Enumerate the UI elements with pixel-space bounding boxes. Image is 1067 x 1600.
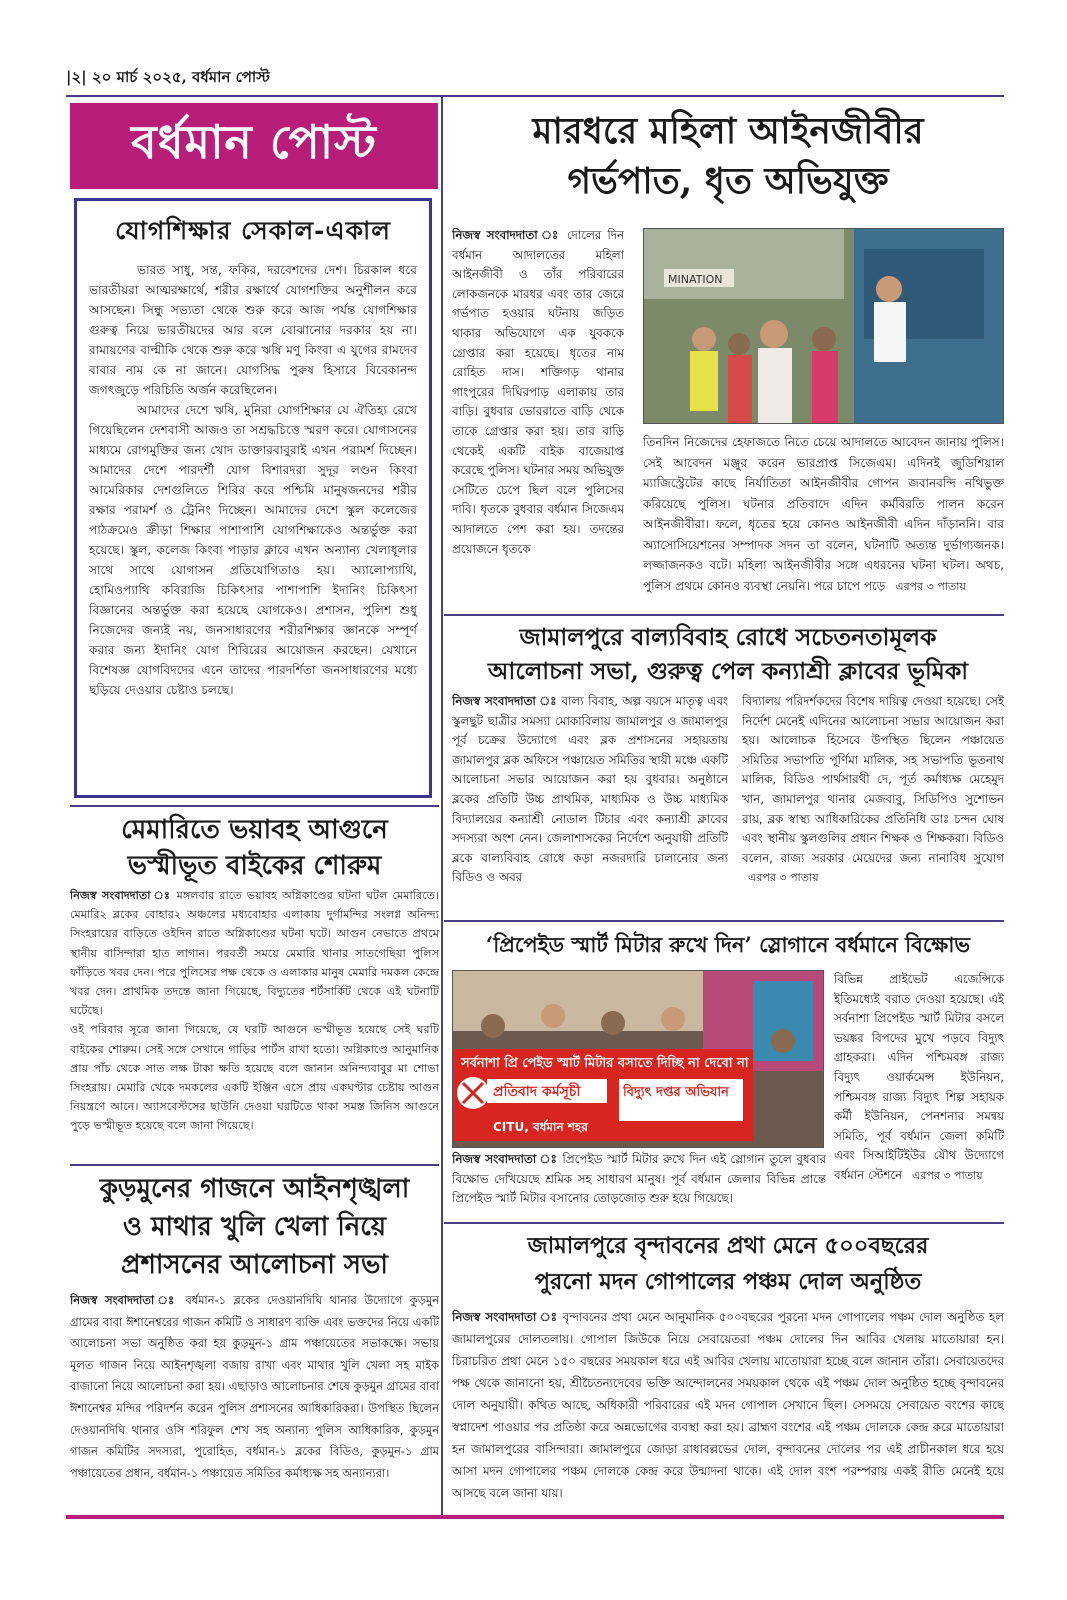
dol-text: বৃন্দাবনের প্রথা মেনে আনুমানিক ৫০০বছরের পুরনো মদন গোপালের পঞ্চম দোল অনুষ্ঠিত হল জামালপুরের দোলতলায়। গোপাল জিউকে নিয়ে সেবায়েতরা পঞ্চম দোলের দিন আবির খেলায় মাতোয়ারা হন। চিরাচরিত প্রথা মেনে ১৫০ বছরের সময়কাল ধরে এই আবির খেলায় মাতোয়ারা হচ্ছে বলে জানান তাঁরা। সেবায়েতদের পক্ষ থেকে জানানো হয়, শ্রীচৈতন্যদেবের ভক্তি আন্দোলনের সময়কাল থেকে এই পঞ্চম দোল অনুষ্ঠিত হচ্ছে বৃন্দাবনের দোল অনুযায়ী। কথিত আছে, অধিকারী পরিবারের এই মদন গোপাল সেখানে ছিল। সেসময়ে সেবায়েত বংশের কাছে স্বপ্নাদেশ পাওয়ার পর প্রতিষ্ঠা করে অন্নভোগের ব্যবস্থা করা হয়। ব্রাহ্মণ বংশের এই পঞ্চম দোলকে কেন্দ্র করে মাতোয়ারা হন জামালপুরের বাসিন্দারা। জামালপুরে জোড়া রাধাবল্লভের দোল, বৃন্দাবনের দোলের পর এই প্রাচীনকাল ধরে হয়ে আসা মদন গোপালের পঞ্চম দোলকে কেন্দ্র করে উন্মাদনা থাকে। এই দোল বংশ পরম্পরায় একই রীতি মেনেই হয়ে আসছে বলে জানা যায়। [452,1310,1004,1500]
kurmun-headline [70,1170,439,1288]
lead-caption-continuation [643,432,1004,610]
banner-department: বিদ্যুৎ দপ্তর অভিযান [623,1085,729,1100]
kurmun-headline-line3: প্রশাসনের আলোচনা সভা [121,1250,388,1280]
memari-paragraph-2: ওই পরিবার সূত্রে জানা গিয়েছে, যে ঘরটি আগুনে ভস্মীভূত হয়েছে সেই ঘরটি বাইকের শোরুম। সেই সঙ্গে সেখানে গাড়ির পার্টস রাখা হতো। অগ্নিকাণ্ডে আনুমানিক প্রায় পাঁচ থেকে সাত লক্ষ টাকা ক্ষতি হয়েছে বলে জানান অনিন্দ্যবাবুর মা শোভা সিংহরায়। মেমারি থেকে দমকলের একটি ইঞ্জিন এসে প্রায় একঘণ্টার চেষ্টায় আগুন নিয়ন্ত্রণে আনে। অ্যাসবেস্টসের ছাউনি দেওয়া ঘরটিতে থাকা সমস্ত জিনিস আগুনে পুড়ে ভস্মীভূত হয়েছে বলে জানা গিয়েছে। [70,1023,439,1133]
divider-memari-kurmun [70,1164,439,1166]
memari-headline [70,812,439,884]
kurmun-headline-line1: কুড়মুনের গাজনে আইনশৃঙ্খলা [99,1174,410,1204]
lead-continuation-text: তিনদিন নিজেদের হেফাজতে নিতে চেয়ে আদালতে আবেদন জানায় পুলিস। সেই আবেদন মঞ্জুর করেন ভারপ্রাপ্ত সিজেএম। এদিনই জুডিশিয়াল ম্যাজিস্ট্রেটের কাছে নির্যাতিতা আইনজীবীর গোপন জবানবন্দি নথিভুক্ত করিয়েছে পুলিস। ঘটনার প্রতিবাদে এদিন কর্মবিরতি পালন করেন আইনজীবীরা। ফলে, ধৃতের হয়ে কোনও আইনজীবী এদিন দাঁড়াননি। বার অ্যাসোসিয়েশনের সম্পাদক সদন তা বলেন, ঘটনাটি অত্যন্ত দুর্ভাগ্যজনক। লজ্জাজনকও বটে। মহিলা আইনজীবীর সঙ্গে এধরনের ঘটনা ঘটল। অথচ, পুলিস প্রথমে কোনও ব্যবস্থা নেয়নি। পরে চাপে পড়ে [643,435,1004,593]
page-folio: |২| ২০ মার্চ ২০২৫, বর্ধমান পোস্ট [66,68,270,86]
column-divider [441,97,443,1517]
meter-continued-note: এরপর ৩ পাতায় [911,1168,983,1182]
photo-sign-text: MINATION [668,273,723,286]
jamalpur-continued-note: এরপর ৩ পাতায় [748,871,819,885]
meter-text: প্রিপেইড স্মার্ট মিটার রুখে দিন এই স্লোগান তুলে বুধবার বিক্ষোভ দেখিয়েছে শ্রমিক সহ সাধারণ মানুষ। পূর্ব বর্ধমান জেলার বিভিন্ন প্রান্তে প্রিপেইড স্মার্ট মিটার বসানোর তোড়জোড় শুরু হয়ে গিয়েছে। [452,1152,826,1206]
jamalpur-headline-line2: আলোচনা সভা, গুরুত্ব পেল কন্যাশ্রী ক্লাবের ভূমিকা [487,657,969,685]
kurmun-headline-line2: ও মাথার খুলি খেলা নিয়ে [122,1212,387,1242]
memari-paragraph-1 [70,886,439,1020]
divider-lead-jamalpur [444,614,1004,616]
jamalpur-text-col1: বাল্য বিবাহ, অল্প বয়সে মাতৃত্ব এবং স্কুলছুট ছাত্রীর সমস্যা মোকাবিলায় জামালপুর ও জামালপুর পূর্ব চক্রের উদ্যোগে এবং ব্লক প্রশাসনের সহায়তায় জামালপুর ব্লক অফিসে পঞ্চায়েত সমিতির স্থায়ী মঞ্চে একটি আলোচনা সভার আয়োজন করা হয় বুধবার। অনুষ্ঠানে ব্লকের প্রতিটি উচ্চ প্রাথমিক, মাধ্যমিক ও উচ্চ মাধ্যমিক বিদ্যালয়ের কন্যাশ্রী নোডাল টিচার এবং কন্যাশ্রী ক্লাবের সদস্যরা অংশ নেন। জেলাশাসকের নির্দেশে অনুযায়ী প্রতিটি ব্লকে বাল্যবিবাহ রোধে কড়া নজরদারি চালানোর জন্য বিডিও ও অবর [452,694,728,885]
lead-text: দোলের দিন বর্ধমান আদালতের মহিলা আইনজীবী ও তাঁর পরিবারের লোকজনকে মারধর এবং তার জেরে গর্ভপাত হওয়ার ঘটনায় জড়িত থাকার অভিযোগে এক যুবককে গ্রেপ্তার করা হয়েছে। ধৃতের নাম রোহিত দাস। শক্তিগড় থানার গাংপুরের দিঘিরপাড় এলাকায় তার বাড়ি। বুধবার ভোররাতে বাড়ি থেকে তাকে গ্রেপ্তার করা হয়। তার বাড়ি থেকেই একটি বাইক বাজেয়াপ্ত করেছে পুলিস। ঘটনার সময় অভিযুক্ত সেটিতে চেপে ছিল বলে পুলিসের দাবি। ধৃতকে বুধবার বর্ধমান সিজেএম আদালতে পেশ করা হয়। তদন্তের প্রয়োজনে ধৃতকে [452,228,624,556]
masthead [70,103,438,189]
jamalpur-text-col2: বিদ্যালয় পরিদর্শকদের বিশেষ দায়িত্ব দেওয়া হয়েছে। সেই নির্দেশ মেনেই এদিনের আলোচনা সভার আয়োজন করা হয়। আলোচক হিসেবে উপস্থিত ছিলেন পঞ্চায়েত সমিতির সভাপতি পূর্ণিমা মালিক, সহ সভাপতি ভূতনাথ মালিক, বিডিও পার্থসারথী দে, পূর্ত কর্মাধ্যক্ষ মেহেমুদ খান, জামালপুর থানার মেজবাবু, সিডিপিও সুশোভন রায়, ব্লক স্বাস্থ্য আধিকারিকের প্রতিনিধি ডাঃ চন্দন ঘোষ এবং স্থানীয় স্কুলগুলির প্রধান শিক্ষক ও শিক্ষকরা। বিডিও বলেন, রাজ্য সরকার মেয়েদের জন্য নানাবিধ সুযোগ [742,694,1004,865]
bottom-rule [66,1515,1004,1519]
yoga-paragraph-1: ভারত সাধু, সন্ত, ফকির, দরবেশদের দেশ। চিরকাল ধরে ভারতীয়রা আত্মরক্ষার্থে, শরীর রক্ষার্থে যোগশক্তির অনুশীলন করে আসছেন। সিন্ধু সভ্যতা থেকে শুরু করে আজ পর্যন্ত যোগশিক্ষার গুরুত্ব নিয়ে ভারতীয়দের আর বলে বোঝানোর দরকার হয় না। রামায়ণের বাল্মীকি থেকে শুরু করে ঋষি মণু কিংবা এ যুগের রামদেব বাবার নাম কে না জানে। যোগসিদ্ধ পুরুষ হিসাবে বিবেকানন্দ জগৎজুড়ে পরিচিতি অর্জন করেছিলেন। [89,263,417,397]
jamalpur-headline [452,620,1004,690]
lead-story-body [452,226,624,606]
lead-continued-note: এরপর ৩ পাতায় [895,579,966,593]
divider-jamalpur-meter [444,920,1004,922]
dol-byline: নিজস্ব সংবাদদাতা ঃ [452,1310,558,1324]
kurmun-byline: নিজস্ব সংবাদদাতা ঃ [70,1293,178,1307]
dol-headline-line2: পুরনো মদন গোপালের পঞ্চম দোল অনুষ্ঠিত [534,1269,922,1295]
memari-byline: নিজস্ব সংবাদদাতা ঃ [70,889,172,902]
divider-meter-dol [444,1222,1004,1224]
masthead-title: বর্ধমান পোস্ট [131,115,377,169]
dol-headline [452,1228,1004,1304]
meter-side-text [834,970,1004,1216]
yoga-paragraph-2: আমাদের দেশে ঋষি, মুনিরা যোগশিক্ষার যে ঐতিহ্য রেখে গিয়েছিলেন দেশবাসী আজও তা সশ্রদ্ধচিত্তে স্মরণ করে। যোগাসনের মাধ্যমে রোগমুক্তির জন্য খোদ ডাক্তারবাবুরাই এখন পরামর্শ দিচ্ছেন। আমাদের দেশে পারদর্শী যোগ বিশারদরা সুদূর লণ্ডন কিংবা আমেরিকার দেশগুলিতে শিবির করে পশ্চিমি মানুষজনদের শরীর রক্ষার পরামর্শ ও ট্রেনিং দিচ্ছেন। আমাদের দেশে স্কুল কলেজের পাঠক্রমেও ক্রীড়া শিক্ষার পাশাপাশি যোগশিক্ষাকেও অন্তর্ভুক্ত করা হয়েছে। স্কুল, কলেজ কিংবা পাড়ার ক্লাবে এখন অন্যান্য খেলাধূলার সাথে সাথে যোগাসন প্রতিযোগিতাও হয়। অ্যালোপ্যাথি, হোমিওপ্যাথি কবিরাজি চিকিৎসার পাশাপাশি ইদানিং চিকিৎসা বিজ্ঞানের অন্তর্ভুক্ত করা হয়েছে যোগকেও। প্রশাসন, পুলিশ শুধু নিজেদের জন্যই নয়, জনসাধারণের শরীরশিক্ষার জ্ঞানকে সম্পূর্ণ করার জন্য ইদানিং যোগ শিবিরের আয়োজন করছেন। যেখানে বিশেষজ্ঞ যোগবিদদের এনে তাদের পারদর্শিতা জনসাধারণের মধ্যে ছড়িয়ে দেওয়ার চেষ্টাও চলছে। [89,403,417,697]
banner-organisation: CITU, বর্ধমান শহর [493,1120,588,1134]
kurmun-text: বর্ধমান-১ ব্লকের দেওয়ানদিঘি থানার উদ্যোগে কুড়মুন গ্রামের বাবা ঈশানেশ্বরের গাজন কমিটি ও সাধারণ ব্যক্তি এবং ভক্তদের নিয়ে একটি আলোচনা সভা অনুষ্ঠিত করা হয় কুড়মুন-১ গ্রাম পঞ্চায়েতের সভাকক্ষে। সভায় মূলত গাজন নিয়ে আইনশৃঙ্খলা বজায় রাখা এবং মাথার খুলি খেলা সহ মাইক বাজানো নিয়ে আলোচনা করা হয়। এছাড়াও আলোচনার শেষে কুড়মুন গ্রামের বাবা ঈশানেশ্বর মন্দির পরিদর্শন করেন পুলিস প্রশাসনের আধিকারিকরা। উপস্থিত ছিলেন দেওয়ানদিঘি থানার ওসি শরিফুল শেখ সহ অন্যান্য পুলিস আধিকারিক, কুড়মুন গাজন কমিটির সদস্যরা, পুরোহিত, বর্ধমান-১ ব্লকের বিডিও, কুড়মুন-১ গ্রাম পঞ্চায়েতের প্রধান, বর্ধমান-১ পঞ্চায়েত সমিতির কর্মাধ্যক্ষ সহ অন্যান্যরা। [70,1293,439,1480]
jamalpur-column-1 [452,692,728,914]
meter-headline-text: ‘প্রিপেইড স্মার্ট মিটার রুখে দিন’ স্লোগানে বর্ধমানে বিক্ষোভ [485,932,971,957]
lead-byline: নিজস্ব সংবাদদাতা ঃ [452,228,561,242]
jamalpur-headline-line1: জামালপুরে বাল্যবিবাহ রোধে সচেতনতামূলক [519,623,937,651]
meter-side-paragraph: বিভিন্ন প্রাইভেট এজেন্সিকে ইতিমধ্যেই বরাত দেওয়া হয়েছে। এই সর্বনাশা প্রিপেইড স্মার্ট মিটার বসলে ভয়ঙ্কর বিপদের মুখে পড়বে বিদ্যুৎ গ্রাহকরা। এদিন পশ্চিমবঙ্গ রাজ্য বিদ্যুৎ ওয়ার্কমেন্স ইউনিয়ন, পশ্চিমবঙ্গ রাজ্য বিদ্যুৎ শিল্প সহায়ক কর্মী ইউনিয়ন, পেনশনার সমন্বয় সমিতি, পূর্ব বর্ধমান জেলা কমিটি এবং সিআইটিইউর যৌথ উদ্যোগে বর্ধমান স্টেশনে [834,972,1004,1182]
meter-headline [452,926,1004,966]
banner-slogan: সর্বনাশা প্রি পেইড স্মার্ট মিটার বসাতে দিচ্ছি না দেবো না [461,1056,749,1071]
dol-headline-line1: জামালপুরে বৃন্দাবনের প্রথা মেনে ৫০০বছরের [527,1233,929,1259]
memari-headline-line1: মেমারিতে ভয়াবহ আগুনে [121,815,388,845]
memari-headline-line2: ভস্মীভূত বাইকের শোরুম [127,851,382,881]
lead-headline-line1: মারধরে মহিলা আইনজীবীর [532,110,924,152]
jamalpur-column-2 [742,692,1004,914]
lead-photo [643,228,1004,424]
meter-body [452,1150,826,1216]
memari-body [70,886,439,1158]
meter-photo [452,970,824,1148]
banner-programme: প্রতিবাদ কর্মসূচী [493,1084,581,1100]
meter-byline: নিজস্ব সংবাদদাতা ঃ [452,1152,558,1166]
kurmun-body [70,1290,439,1512]
top-rule [66,95,1004,97]
lead-story-headline [452,106,1004,214]
memari-text-1: মঙ্গলবার রাতে ভয়াবহ অগ্নিকাণ্ডের ঘটনা ঘটল মেমারিতে। মেমারি২ ব্লকের বোহার২ অঞ্চলের মধ্যবোহার এলাকায় দুর্গামন্দির সংলগ্ন অনিন্দ্য সিংহরায়ের বাড়িতে ওইদিন রাতে অগ্নিকাণ্ডের ঘটনা ঘটে। আগুন নেভাতে প্রথমে স্থানীয় বাসিন্দারা হাত লাগান। পরবর্তী সময়ে মেমারি থানার সাতগেছিয়া পুলিস ফাঁড়িতে খবর দেন। পরে পুলিসের পক্ষ থেকে ও এলাকার মানুষ মেমারি দমকল কেন্দ্রে খবর দেন। প্রাথমিক তদন্তে জানা গিয়েছে, বিদ্যুতের শর্টসার্কিট থেকে এই ঘটনাটি ঘটেছে। [70,889,439,1018]
yoga-title: যোগশিক্ষার সেকাল-একাল [115,216,391,245]
protest-rally-image [453,971,824,1148]
dol-body [452,1306,1004,1510]
lead-headline-line2: গর্ভপাত, ধৃত অভিযুক্ত [567,160,889,202]
divider-yoga-memari [70,805,439,807]
yoga-article [74,198,432,798]
police-van-crowd-image [644,229,1004,424]
jamalpur-byline: নিজস্ব সংবাদদাতা ঃ [452,694,558,708]
